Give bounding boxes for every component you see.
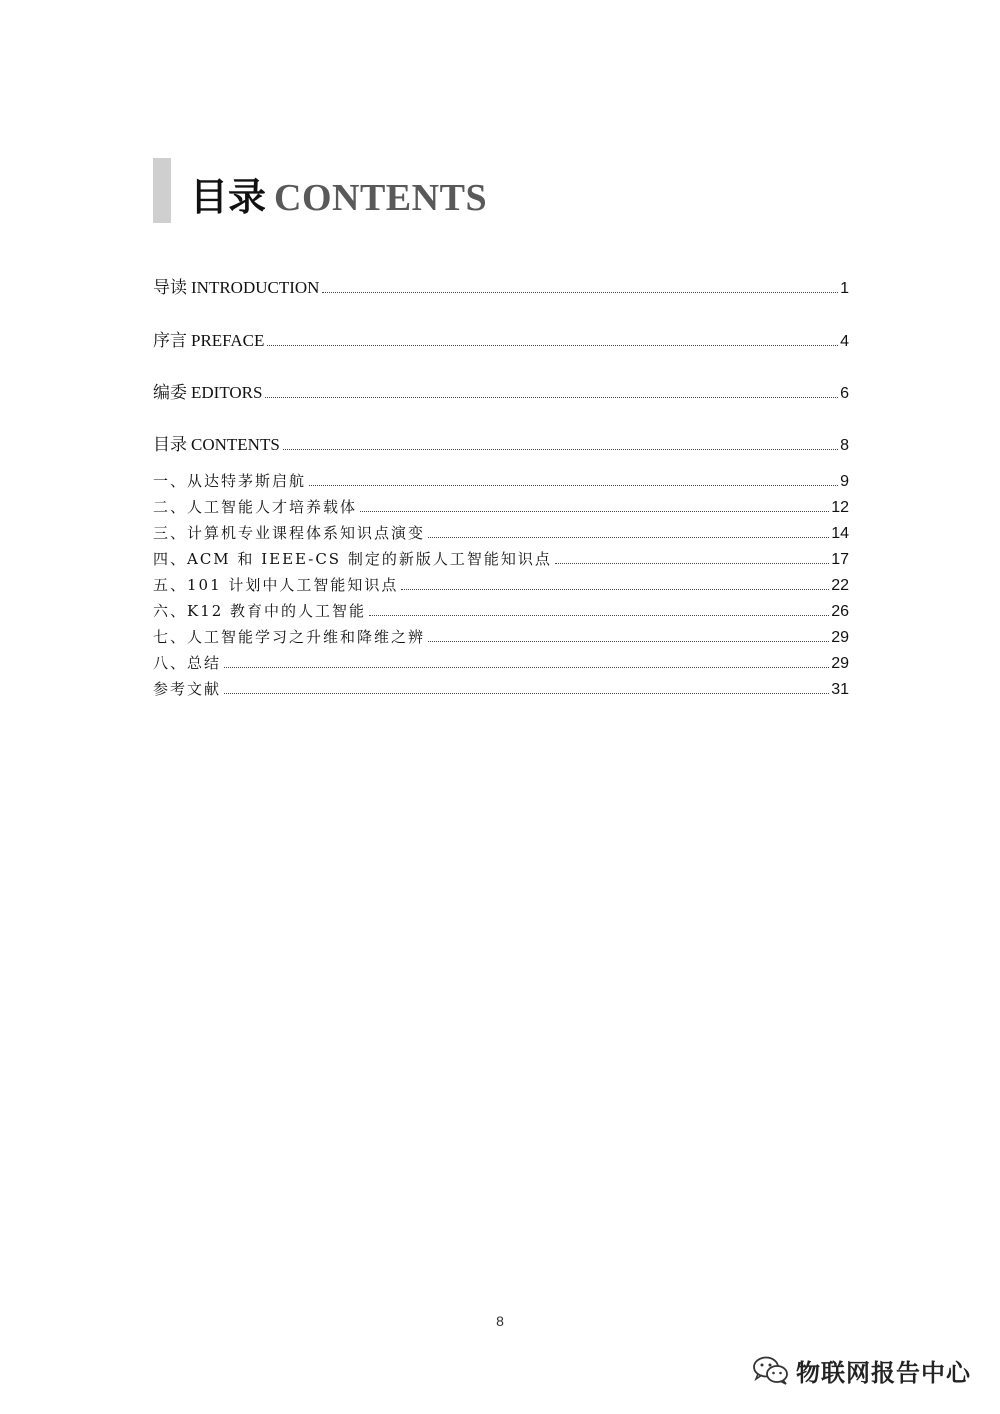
watermark-text: 物联网报告中心 [796, 1358, 971, 1387]
toc-page-number: 26 [831, 603, 849, 620]
toc-page-number: 31 [831, 681, 849, 698]
dot-leader [309, 484, 838, 486]
dot-leader [322, 291, 838, 293]
title-accent-bar [153, 158, 171, 223]
toc-page-number: 9 [840, 473, 849, 490]
wechat-icon [752, 1355, 790, 1385]
toc-entry-chapter-6[interactable]: 六、K12 教育中的人工智能 26 [153, 602, 849, 620]
dot-leader [265, 396, 838, 398]
toc-page-number: 1 [840, 280, 849, 297]
page-title [190, 166, 487, 222]
dot-leader [555, 562, 829, 564]
page-number: 8 [496, 1313, 504, 1329]
toc-page-number: 29 [831, 655, 849, 672]
dot-leader [369, 614, 829, 616]
dot-leader [267, 344, 838, 346]
dot-leader [283, 448, 838, 450]
toc-entry-chapter-5[interactable]: 五、101 计划中人工智能知识点 22 [153, 576, 849, 594]
toc-entry-editors[interactable]: 编委 EDITORS 6 [153, 383, 849, 403]
dot-leader [224, 692, 829, 694]
toc-page-number: 12 [831, 499, 849, 516]
page-title-cn: 目录 [190, 175, 267, 219]
toc-page-number: 22 [831, 577, 849, 594]
toc-entry-references[interactable]: 参考文献 31 [153, 680, 849, 698]
toc-entry-introduction[interactable]: 导读 INTRODUCTION 1 [153, 278, 849, 298]
toc-page-number: 17 [831, 551, 849, 568]
toc-page-number: 6 [840, 385, 849, 402]
toc-page-number: 8 [840, 437, 849, 454]
dot-leader [428, 536, 829, 538]
toc-page-number: 4 [840, 333, 849, 350]
page-title-en: CONTENTS [274, 177, 488, 219]
toc-page-number: 14 [831, 525, 849, 542]
watermark [752, 1352, 971, 1388]
dot-leader [360, 510, 829, 512]
toc-entry-chapter-8[interactable]: 八、总结 29 [153, 654, 849, 672]
toc-entry-preface[interactable]: 序言 PREFACE 4 [153, 331, 849, 351]
dot-leader [401, 588, 829, 590]
dot-leader [428, 640, 829, 642]
toc-entry-contents[interactable]: 目录 CONTENTS 8 [153, 435, 849, 455]
toc-entry-chapter-1[interactable]: 一、从达特茅斯启航 9 [153, 472, 849, 490]
toc-entry-chapter-3[interactable]: 三、计算机专业课程体系知识点演变 14 [153, 524, 849, 542]
toc-entry-chapter-2[interactable]: 二、人工智能人才培养载体 12 [153, 498, 849, 516]
toc-entry-chapter-4[interactable]: 四、ACM 和 IEEE-CS 制定的新版人工智能知识点 17 [153, 550, 849, 568]
toc-entry-chapter-7[interactable]: 七、人工智能学习之升维和降维之辨 29 [153, 628, 849, 646]
dot-leader [224, 666, 829, 668]
toc-page-number: 29 [831, 629, 849, 646]
